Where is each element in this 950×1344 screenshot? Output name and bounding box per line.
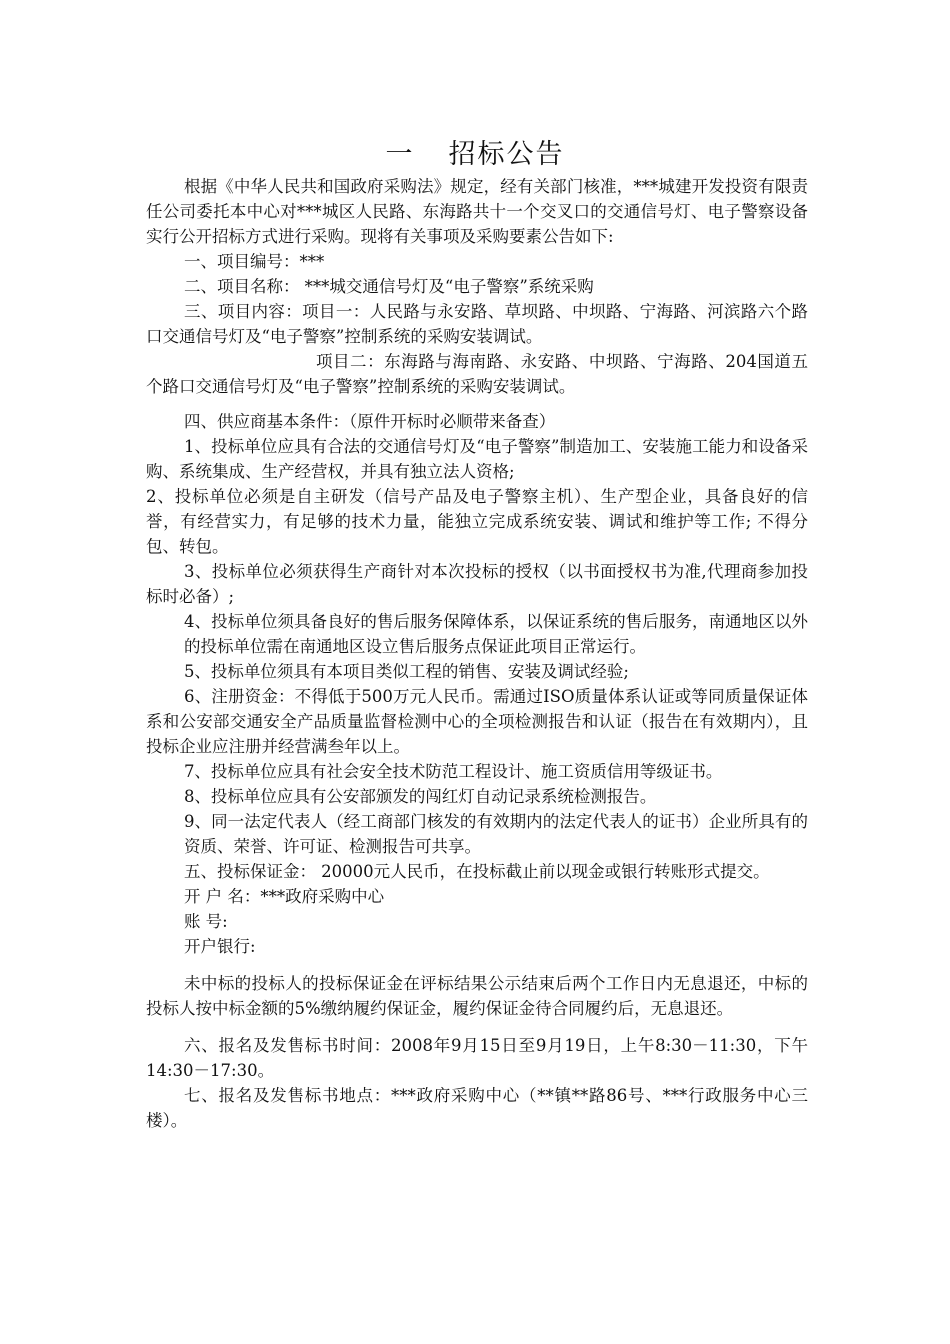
page-title [0, 132, 950, 171]
condition-8: 8、投标单位应具有公安部颁发的闯红灯自动记录系统检测报告。 [183, 787, 657, 806]
title-number: 一 [385, 139, 415, 170]
condition-3: 3、投标单位必须获得生产商针对本次投标的授权（以书面授权书为准,代理商参加投标时必备）; [146, 562, 808, 606]
item-project-name: 二、项目名称： ***城交通信号灯及“电子警察”系统采购 [183, 277, 594, 296]
condition-5: 5、投标单位须具有本项目类似工程的销售、安装及调试经验; [183, 662, 629, 681]
item-supplier-conditions: 四、供应商基本条件：（原件开标时必顺带来备查） [183, 412, 556, 431]
deposit-refund: 未中标的投标人的投标保证金在评标结果公示结束后两个工作日内无息退还，中标的投标人按中标金额的5%缴纳履约保证金，履约保证金待合同履约后，无息退还。 [146, 974, 808, 1018]
condition-2: 2、投标单位必须是自主研发（信号产品及电子警察主机）、生产型企业，具备良好的信誉，有经营实力，有足够的技术力量，能独立完成系统安装、调试和维护等工作; 不得分包、转包。 [146, 487, 808, 556]
intro-paragraph: 根据《中华人民共和国政府采购法》规定，经有关部门核准，***城建开发投资有限责任公司委托本中心对***城区人民路、东海路共十一个交叉口的交通信号灯、电子警察设备实行公开招标方式进行采购。现将有关事项及采购要素公告如下: [146, 177, 808, 246]
account-number: 账 号: [183, 912, 228, 931]
condition-7: 7、投标单位应具有社会安全技术防范工程设计、施工资质信用等级证书。 [183, 762, 723, 781]
item-project-content: 三、项目内容：项目一：人民路与永安路、草坝路、中坝路、宁海路、河滨路六个路口交通信号灯及“电子警察”控制系统的采购安装调试。 [146, 302, 808, 346]
condition-1: 1、投标单位应具有合法的交通信号灯及“电子警察”制造加工、安装施工能力和设备采购、系统集成、生产经营权，并具有独立法人资格; [146, 437, 808, 481]
item-bid-deposit: 五、投标保证金： 20000元人民币，在投标截止前以现金或银行转账形式提交。 [183, 862, 770, 881]
condition-6: 6、注册资金：不得低于500万元人民币。需通过ISO质量体系认证或等同质量保证体系和公安部交通安全产品质量监督检测中心的全项检测报告和认证（报告在有效期内），且投标企业应注册并经营满叁年以上。 [146, 687, 808, 756]
account-name: 开 户 名：***政府采购中心 [183, 887, 385, 906]
item-project-number: 一、项目编号：*** [183, 252, 325, 271]
title-text: 招标公告 [448, 139, 565, 170]
item-project-content-2: 项目二：东海路与海南路、永安路、中坝路、宁海路、204国道五个路口交通信号灯及“电子警察”控制系统的采购安装调试。 [146, 352, 808, 396]
condition-4: 4、投标单位须具备良好的售后服务保障体系，以保证系统的售后服务，南通地区以外的投标单位需在南通地区设立售后服务点保证此项目正常运行。 [183, 612, 808, 656]
item-sale-time: 六、报名及发售标书时间：2008年9月15日至9月19日，上午8:30－11:30，下午14:30－17:30。 [146, 1036, 808, 1080]
item-sale-location: 七、报名及发售标书地点：***政府采购中心（**镇**路86号、***行政服务中心三楼）。 [146, 1086, 808, 1130]
account-bank: 开户银行: [183, 937, 256, 956]
condition-9: 9、同一法定代表人（经工商部门核发的有效期内的法定代表人的证书）企业所具有的资质、荣誉、许可证、检测报告可共享。 [183, 812, 808, 856]
document-body [146, 174, 808, 1133]
